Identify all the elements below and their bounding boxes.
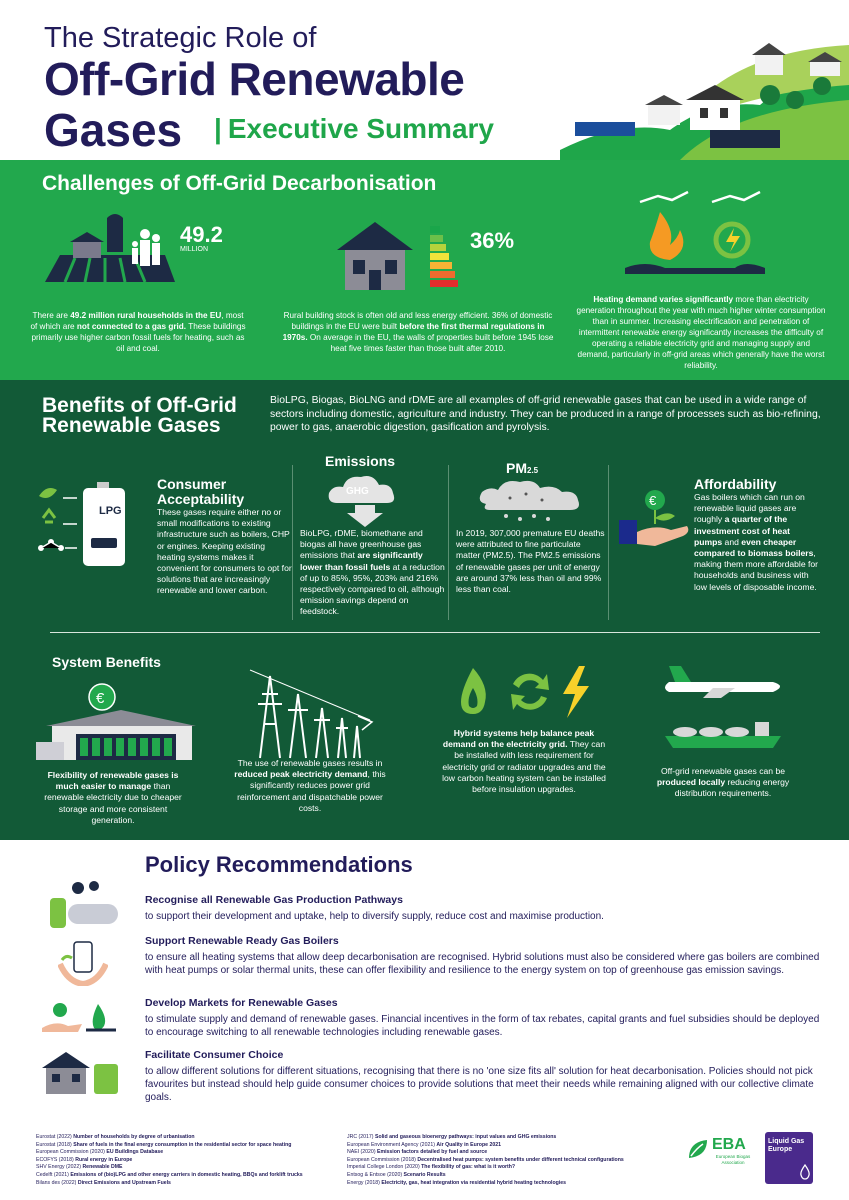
rural-village-illustration <box>560 0 849 160</box>
gas-storage-warehouse-icon <box>36 680 206 762</box>
column-divider <box>608 465 609 620</box>
references-right <box>347 1134 677 1187</box>
policy-item-head: Recognise all Renewable Gas Production Pathways <box>145 894 403 906</box>
consumer-choice-house-icon <box>40 1050 120 1096</box>
flexibility-text: Flexibility of renewable gases is much easier to manage than renewable electricity due to cheaper storage and more consistent generation. <box>44 770 182 825</box>
benefits-section <box>0 380 849 840</box>
reference-item: Bilans des (2022) Direct Emissions and Upstream Fuels <box>36 1179 171 1186</box>
system-benefits-title: System Benefits <box>52 654 161 670</box>
reference-item: Entsog & Entsoe (2020) Scenario Results <box>347 1171 446 1178</box>
eba-logo-fullname: European Biogas Association <box>715 1154 751 1165</box>
households-stat-value: 49.2 <box>180 222 223 247</box>
reference-item: European Commission (2020) EU Buildings Database <box>36 1149 164 1156</box>
svg-text:€: € <box>649 493 657 508</box>
particulate-cloud-icon <box>476 478 586 522</box>
challenges-section <box>0 160 849 380</box>
footer <box>0 1120 849 1200</box>
policy-item-body: to allow different solutions for different situations, recognising that there is no 'one size fits all' solution for heat decarbonisation. Policies should not pick favourites but instead should help guide consumer choices to provide solutions that meet their needs while remaining aligned with our collective climate goals. <box>145 1066 814 1103</box>
reference-item: Eurostat (2022) Number of households by degree of urbanisation <box>36 1134 195 1140</box>
policy-item-body: to stimulate supply and demand of renewable gases. Financial incentives in the form of tax rebates, capital grants and fuel subsidies should be deployed to encourage switching to all renewable technologies including renewable gases. <box>145 1014 820 1038</box>
pm-text: In 2019, 307,000 premature EU deaths were attributed to fine particulate matter (PM2.5). The PM2.5 emissions of renewable gases per unit of energy are around 37% less than oil and 99% less than coal. <box>456 528 605 595</box>
reference-item: European Commission (2018) Decentralised heat pumps: system benefits under different technical configurations <box>347 1156 624 1163</box>
reference-item: NAEI (2020) Emission factors detailed by fuel and source <box>347 1149 488 1156</box>
benefits-intro: BioLPG, Biogas, BioLNG and rDME are all examples of off-grid renewable gases that can be used in a wide range of sectors including domestic, agriculture and industry. They can be produced in a range of processes such as bio-refining, power to gas, anaerobic digestion, gasification and pyrolysis. <box>270 395 821 433</box>
eba-logo-name: EBA <box>712 1136 746 1153</box>
subtitle-divider: | <box>214 113 222 144</box>
heat-vs-electricity-demand-icon <box>620 190 770 280</box>
column-divider <box>448 465 449 620</box>
lge-logo-line2: Europe <box>768 1146 793 1153</box>
reference-item: SHV Energy (2022) Renewable DME <box>36 1164 123 1171</box>
rural-family-house-icon <box>45 210 175 282</box>
policy-item-body: to ensure all heating systems that allow deep decarbonisation are recognised. Hybrid solutions must also be considered where gas boilers are combined with heat pumps or solar thermal units, these can offer flexibility and resilience to the energy system on top of greenhouse gas emission savings. <box>145 952 820 976</box>
affordability-text: Gas boilers which can run on renewable liquid gases are roughly a quarter of the investment cost of heat pumps and even cheaper compared to biomass boilers, making them more affordable for households and business with low levels of disposable income. <box>694 492 819 592</box>
header <box>0 0 849 160</box>
title-line-3: Gases <box>44 104 183 156</box>
market-development-icon <box>38 1002 118 1034</box>
reference-item: Energy (2018) Electricity, gas, heat integration via residential hybrid heating technologies <box>347 1179 567 1186</box>
benefits-title: Benefits of Off-Grid Renewable Gases <box>42 394 237 437</box>
old-buildings-stat-value: 36% <box>470 228 515 253</box>
policy-item-head: Support Renewable Ready Gas Boilers <box>145 935 339 947</box>
households-text: There are 49.2 million rural households in the EU, most of which are not connected to a gas grid. These buildings primarily use higher carbon fossil fuels for heating, such as oil and coal. <box>30 311 246 353</box>
policy-title: Policy Recommendations <box>145 852 413 877</box>
reference-item: ECOFYS (2018) Rural energy in Europe <box>36 1156 133 1163</box>
section-divider <box>50 632 820 633</box>
consumer-acceptability-title: Consumer Acceptability <box>157 476 245 507</box>
pm-title: PM2.5 <box>506 460 539 476</box>
hybrid-system-icons <box>455 664 595 720</box>
column-divider <box>292 465 293 620</box>
references-left <box>36 1134 336 1187</box>
lge-logo-line1: Liquid Gas <box>768 1138 805 1145</box>
policy-item-head: Develop Markets for Renewable Gases <box>145 997 338 1009</box>
lpg-boiler-label: LPG <box>99 505 122 517</box>
reference-item: Eurostat (2018) Share of fuels in the final energy consumption in the residential sector for space heating <box>36 1141 292 1148</box>
consumer-acceptability-text: These gases require either no or small modifications to existing infrastructure such as boilers, CHP or engines. Keeping existing heating systems makes it convenient for consumers to opt for solutions that are increasingly renewable and lower carbon. <box>157 507 292 596</box>
hybrid-systems-text: Hybrid systems help balance peak demand on the electricity grid. They can be installed with less requirement for electricity grid or radiator upgrades and the low carbon heating system can be installed before insulation upgrades. <box>442 728 606 795</box>
households-stat-unit: MILLION <box>180 246 209 253</box>
subtitle <box>214 113 494 145</box>
gas-production-pathways-icon <box>46 880 120 930</box>
heating-demand-text: Heating demand varies significantly more than electricity generation throughout the year with much higher winter consumption than in summer. Increasing electrification and penetration of intermittent renewable energy significantly increases the difficulty of operating a reliable electricity grid and managing supply and demand, particularly in off-grid areas which generally have the worst reliability. <box>576 295 826 370</box>
policy-section <box>0 840 849 1120</box>
building-stock-text: Rural building stock is often old and less energy efficient. 36% of domestic buildings in the EU were built before the first thermal regulations in 1970s. On average in the EU, the walls of properties built before 1945 lose heat five times faster than those built after 2010. <box>282 311 554 353</box>
emissions-text: BioLPG, rDME, biomethane and biogas all have greenhouse gas emissions that are significantly lower than fossil fuels at a reduction of up to 85%, 95%, 203% and 216% respectively compared to oil, although emission savings depend on feedstock. <box>300 528 445 617</box>
ghg-cloud-down-icon <box>325 473 405 527</box>
reference-item: Cedelft (2021) Emissions of (bio)LPG and other energy carriers in domestic heating, BBQs and forklift trucks <box>36 1171 303 1178</box>
affordability-title: Affordability <box>694 476 777 492</box>
old-house-energy-rating-icon <box>335 220 465 292</box>
reference-item: European Environment Agency (2021) Air Quality in Europe 2021 <box>347 1141 501 1148</box>
svg-text:€: € <box>96 690 105 707</box>
lpg-boiler-icon <box>35 478 145 568</box>
plane-and-ship-icon <box>655 662 790 752</box>
produced-locally-text: Off-grid renewable gases can be produced locally reducing energy distribution requirements. <box>656 766 790 799</box>
hand-with-euro-plant-icon <box>615 488 695 550</box>
title-line-2: Off-Grid Renewable <box>44 53 465 105</box>
title-line-1: The Strategic Role of <box>44 22 317 54</box>
reference-item: JRC (2017) Solid and gaseous bioenergy pathways: input values and GHG emissions <box>347 1134 557 1140</box>
power-pylons-icon <box>240 664 380 760</box>
peak-demand-text: The use of renewable gases results in reduced peak electricity demand, this significantly reduces power grid reinforcement and dispatchable power costs. <box>234 758 386 813</box>
ghg-label: GHG <box>346 486 369 497</box>
liquid-gas-europe-logo <box>765 1132 813 1184</box>
challenges-title: Challenges of Off-Grid Decarbonisation <box>42 172 437 195</box>
policy-item-head: Facilitate Consumer Choice <box>145 1049 284 1061</box>
policy-item-body: to support their development and uptake, help to diversify supply, reduce cost and maximise production. <box>145 911 604 922</box>
emissions-title: Emissions <box>325 453 396 469</box>
reference-item: Imperial College London (2020) The flexibility of gas: what is it worth? <box>347 1164 516 1171</box>
subtitle-text: Executive Summary <box>227 113 494 144</box>
renewable-boiler-icon <box>58 938 108 986</box>
flame-drop-icon <box>799 1164 811 1180</box>
